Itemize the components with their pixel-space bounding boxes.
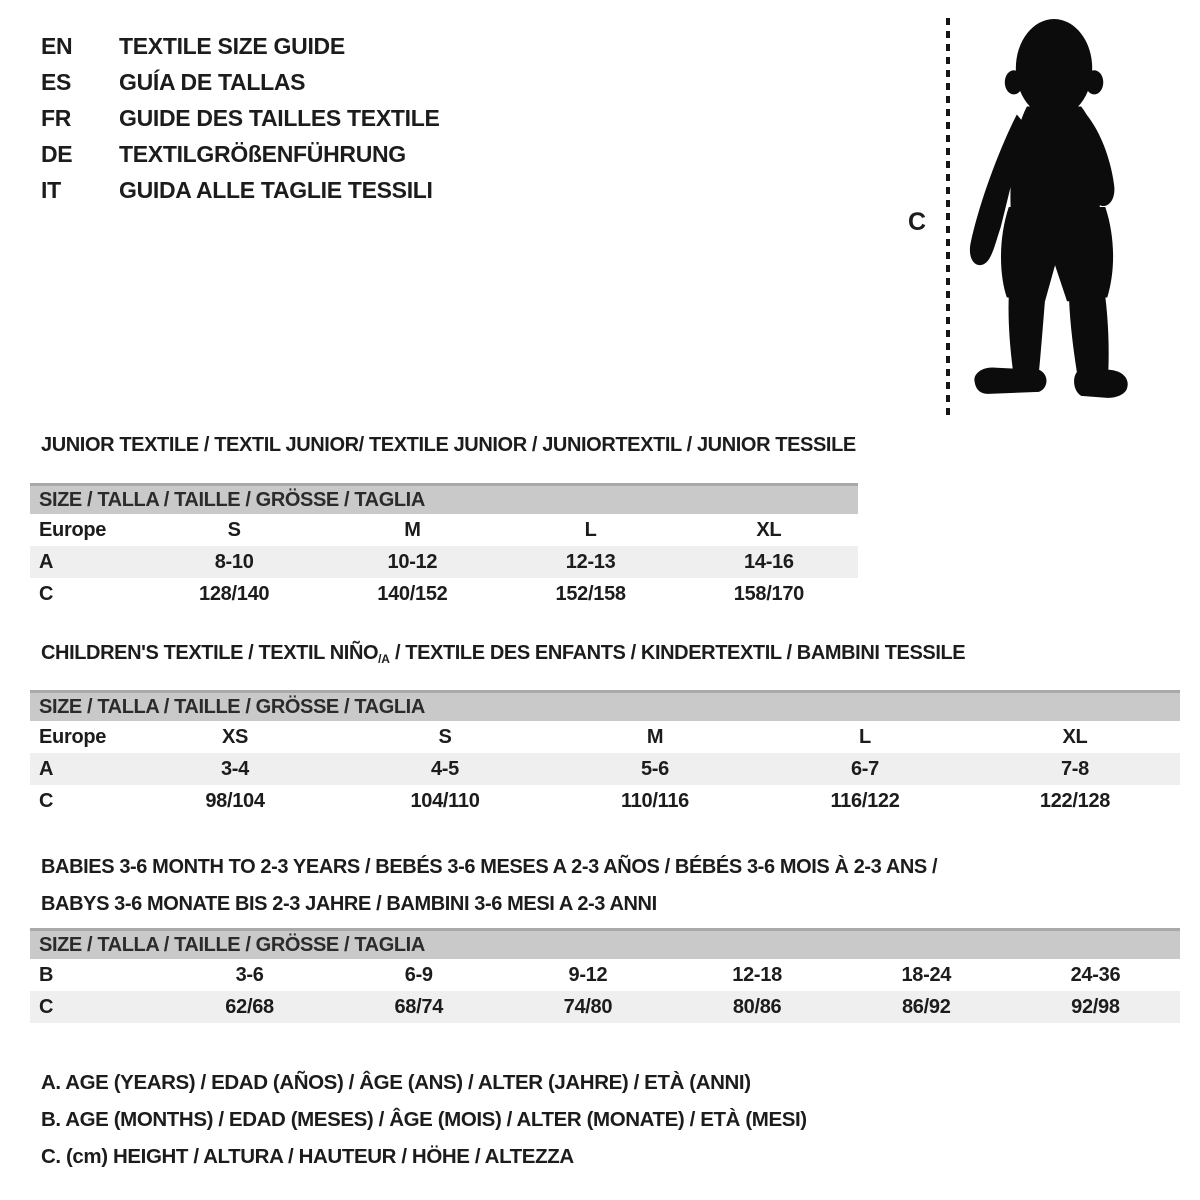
table-cell: 62/68: [225, 995, 274, 1018]
height-measure-dashed-line: [946, 18, 950, 416]
table-row-b: [30, 959, 1180, 991]
language-code: IT: [41, 176, 61, 203]
children-size-table: [30, 690, 1180, 817]
column-header: S: [438, 725, 452, 748]
table-cell: 24-36: [1070, 963, 1121, 986]
measurement-legend: [41, 1064, 807, 1175]
size-header-bar: [30, 928, 1180, 959]
table-cell: 10-12: [387, 550, 438, 573]
language-row-it: [41, 172, 440, 208]
language-title-list: [41, 28, 440, 208]
size-header-label: SIZE / TALLA / TAILLE / GRÖSSE / TAGLIA: [39, 695, 425, 718]
table-cell: 92/98: [1071, 995, 1120, 1018]
table-cell: 86/92: [901, 995, 951, 1018]
legend-line-c: C. (cm) HEIGHT / ALTURA / HAUTEUR / HÖHE / ALTEZZA: [41, 1145, 574, 1168]
language-code: EN: [41, 32, 73, 59]
table-cell: 5-6: [640, 757, 669, 780]
children-heading-subscript: /A: [378, 652, 390, 666]
table-cell: 7-8: [1060, 757, 1089, 780]
table-cell: 18-24: [901, 963, 952, 986]
table-cell: 98/104: [205, 789, 265, 812]
table-cell: 68/74: [394, 995, 444, 1018]
baby-silhouette-icon: [958, 14, 1140, 416]
table-header-row: [30, 721, 1180, 753]
table-cell: 80/86: [732, 995, 782, 1018]
size-header-bar: [30, 483, 858, 514]
language-code: DE: [41, 140, 73, 167]
row-label: C: [39, 582, 54, 605]
column-header: Europe: [39, 518, 107, 541]
table-cell: 8-10: [214, 550, 254, 573]
guide-title: GUIDE DES TAILLES TEXTILE: [119, 104, 440, 131]
language-row-de: [41, 136, 440, 172]
table-row-c: [30, 578, 858, 610]
junior-section-heading: JUNIOR TEXTILE / TEXTIL JUNIOR/ TEXTILE JUNIOR / JUNIORTEXTIL / JUNIOR TESSILE: [41, 434, 856, 456]
table-cell: 122/128: [1039, 789, 1111, 812]
table-cell: 3-6: [235, 963, 264, 986]
table-cell: 14-16: [744, 550, 794, 573]
table-row-c: [30, 991, 1180, 1023]
size-header-label: SIZE / TALLA / TAILLE / GRÖSSE / TAGLIA: [39, 933, 425, 956]
table-row-a: [30, 753, 1180, 785]
column-header: XL: [756, 518, 782, 541]
column-header: XS: [221, 725, 249, 748]
babies-heading-line1: BABIES 3-6 MONTH TO 2-3 YEARS / BEBÉS 3-6 MESES A 2-3 AÑOS / BÉBÉS 3-6 MOIS À 2-3 ANS /: [41, 856, 938, 878]
table-cell: 128/140: [199, 582, 270, 605]
table-cell: 12-13: [565, 550, 616, 573]
language-row-en: [41, 28, 440, 64]
row-label: C: [39, 995, 54, 1018]
table-cell: 140/152: [377, 582, 448, 605]
table-cell: 6-7: [850, 757, 879, 780]
table-row-a: [30, 546, 858, 578]
row-label: A: [39, 550, 54, 573]
table-cell: 9-12: [568, 963, 608, 986]
table-cell: 12-18: [732, 963, 782, 986]
table-cell: 110/116: [621, 789, 689, 812]
children-heading-text: / TEXTILE DES ENFANTS / KINDERTEXTIL / BAMBINI TESSILE: [389, 642, 966, 664]
junior-size-table: [30, 483, 858, 610]
guide-title: TEXTILGRÖßENFÜHRUNG: [119, 140, 406, 167]
language-code: ES: [41, 68, 72, 95]
table-cell: 152/158: [555, 582, 626, 605]
babies-section-heading: [41, 849, 937, 923]
legend-line-b: B. AGE (MONTHS) / EDAD (MESES) / ÂGE (MOIS) / ALTER (MONATE) / ETÀ (MESI): [41, 1108, 807, 1131]
column-header: XL: [1062, 725, 1088, 748]
table-cell: 6-9: [404, 963, 433, 986]
table-row-c: [30, 785, 1180, 817]
row-label: C: [39, 789, 54, 812]
column-header: S: [227, 518, 241, 541]
guide-title: GUIDA ALLE TAGLIE TESSILI: [119, 176, 433, 203]
table-cell: 116/122: [830, 789, 900, 812]
table-cell: 74/80: [563, 995, 613, 1018]
guide-title: TEXTILE SIZE GUIDE: [119, 32, 345, 59]
height-measure-label: C: [908, 208, 926, 236]
row-label: A: [39, 757, 54, 780]
babies-size-table: [30, 928, 1180, 1023]
size-header-bar: [30, 690, 1180, 721]
table-header-row: [30, 514, 858, 546]
language-code: FR: [41, 104, 72, 131]
table-cell: 158/170: [733, 582, 804, 605]
children-heading-text: CHILDREN'S TEXTILE / TEXTIL NIÑO: [41, 642, 379, 664]
column-header: Europe: [39, 725, 107, 748]
column-header: M: [404, 518, 421, 541]
language-row-es: [41, 64, 440, 100]
column-header: M: [646, 725, 664, 748]
babies-heading-line2: BABYS 3-6 MONATE BIS 2-3 JAHRE / BAMBINI 3-6 MESI A 2-3 ANNI: [41, 893, 657, 915]
table-cell: 4-5: [430, 757, 459, 780]
table-cell: 104/110: [410, 789, 480, 812]
children-section-heading: [41, 642, 965, 665]
legend-line-a: A. AGE (YEARS) / EDAD (AÑOS) / ÂGE (ANS) / ALTER (JAHRE) / ETÀ (ANNI): [41, 1071, 751, 1094]
size-header-label: SIZE / TALLA / TAILLE / GRÖSSE / TAGLIA: [39, 488, 425, 511]
language-row-fr: [41, 100, 440, 136]
guide-title: GUÍA DE TALLAS: [119, 68, 306, 95]
column-header: L: [584, 518, 597, 541]
table-cell: 3-4: [220, 757, 249, 780]
row-label: B: [39, 963, 54, 986]
column-header: L: [859, 725, 871, 748]
